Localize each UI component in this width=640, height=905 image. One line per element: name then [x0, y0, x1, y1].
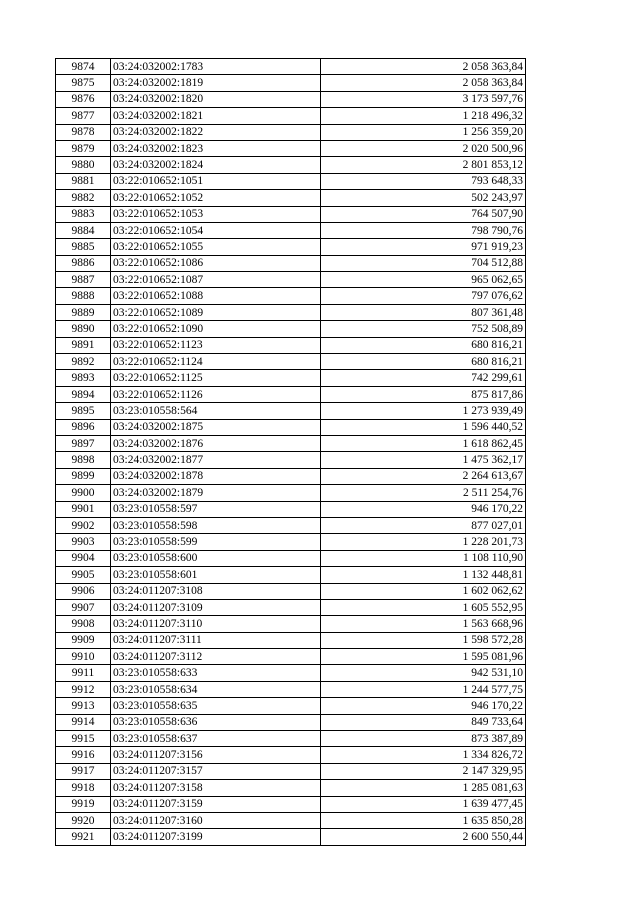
row-number-cell: 9904 [56, 550, 111, 566]
row-number-cell: 9918 [56, 780, 111, 796]
value-cell: 873 387,89 [321, 731, 526, 747]
value-cell: 680 816,21 [321, 354, 526, 370]
row-number-cell: 9884 [56, 222, 111, 238]
value-cell: 798 790,76 [321, 222, 526, 238]
table-row [56, 288, 526, 304]
table-row [56, 304, 526, 320]
table-row [56, 665, 526, 681]
row-number-cell: 9887 [56, 272, 111, 288]
cadastral-number-cell: 03:23:010558:598 [111, 517, 321, 533]
value-cell: 1 285 081,63 [321, 780, 526, 796]
cadastral-number-cell: 03:22:010652:1054 [111, 222, 321, 238]
cadastral-number-cell: 03:24:032002:1877 [111, 452, 321, 468]
table-row [56, 763, 526, 779]
row-number-cell: 9911 [56, 665, 111, 681]
value-cell: 1 132 448,81 [321, 567, 526, 583]
value-cell: 2 020 500,96 [321, 140, 526, 156]
value-cell: 1 563 668,96 [321, 616, 526, 632]
table-row [56, 386, 526, 402]
row-number-cell: 9919 [56, 796, 111, 812]
value-cell: 971 919,23 [321, 239, 526, 255]
table-row [56, 583, 526, 599]
cadastral-number-cell: 03:24:032002:1820 [111, 91, 321, 107]
value-cell: 2 511 254,76 [321, 485, 526, 501]
table-row [56, 239, 526, 255]
row-number-cell: 9909 [56, 632, 111, 648]
row-number-cell: 9917 [56, 763, 111, 779]
table-row [56, 501, 526, 517]
value-cell: 849 733,64 [321, 714, 526, 730]
value-cell: 877 027,01 [321, 517, 526, 533]
cadastral-number-cell: 03:24:011207:3160 [111, 812, 321, 828]
row-number-cell: 9913 [56, 698, 111, 714]
cadastral-number-cell: 03:24:011207:3199 [111, 829, 321, 845]
cadastral-number-cell: 03:23:010558:634 [111, 681, 321, 697]
table-row [56, 435, 526, 451]
row-number-cell: 9902 [56, 517, 111, 533]
cadastral-number-cell: 03:22:010652:1086 [111, 255, 321, 271]
cadastral-number-cell: 03:22:010652:1088 [111, 288, 321, 304]
table-row [56, 780, 526, 796]
table-row [56, 419, 526, 435]
row-number-cell: 9895 [56, 403, 111, 419]
cadastral-number-cell: 03:22:010652:1055 [111, 239, 321, 255]
row-number-cell: 9920 [56, 812, 111, 828]
table-row [56, 468, 526, 484]
value-cell: 2 600 550,44 [321, 829, 526, 845]
table-row [56, 517, 526, 533]
table-row [56, 599, 526, 615]
cadastral-number-cell: 03:22:010652:1053 [111, 206, 321, 222]
row-number-cell: 9916 [56, 747, 111, 763]
table-row [56, 75, 526, 91]
cadastral-number-cell: 03:24:032002:1879 [111, 485, 321, 501]
cadastral-number-cell: 03:23:010558:597 [111, 501, 321, 517]
value-cell: 965 062,65 [321, 272, 526, 288]
table-row [56, 829, 526, 845]
table-row [56, 370, 526, 386]
table-row [56, 812, 526, 828]
row-number-cell: 9879 [56, 140, 111, 156]
value-cell: 2 058 363,84 [321, 59, 526, 75]
cadastral-number-cell: 03:23:010558:601 [111, 567, 321, 583]
table-row [56, 403, 526, 419]
value-cell: 797 076,62 [321, 288, 526, 304]
value-cell: 752 508,89 [321, 321, 526, 337]
cadastral-number-cell: 03:23:010558:636 [111, 714, 321, 730]
row-number-cell: 9886 [56, 255, 111, 271]
table-row [56, 731, 526, 747]
cadastral-number-cell: 03:24:011207:3112 [111, 649, 321, 665]
table-row [56, 321, 526, 337]
table-row [56, 632, 526, 648]
row-number-cell: 9891 [56, 337, 111, 353]
value-cell: 1 218 496,32 [321, 108, 526, 124]
table-row [56, 714, 526, 730]
row-number-cell: 9908 [56, 616, 111, 632]
row-number-cell: 9896 [56, 419, 111, 435]
cadastral-number-cell: 03:24:011207:3157 [111, 763, 321, 779]
value-cell: 1 639 477,45 [321, 796, 526, 812]
row-number-cell: 9905 [56, 567, 111, 583]
row-number-cell: 9897 [56, 435, 111, 451]
value-cell: 1 334 826,72 [321, 747, 526, 763]
value-cell: 680 816,21 [321, 337, 526, 353]
cadastral-number-cell: 03:24:032002:1824 [111, 157, 321, 173]
cadastral-number-cell: 03:24:011207:3158 [111, 780, 321, 796]
cadastral-number-cell: 03:23:010558:564 [111, 403, 321, 419]
value-cell: 1 228 201,73 [321, 534, 526, 550]
value-cell: 1 475 362,17 [321, 452, 526, 468]
value-cell: 1 273 939,49 [321, 403, 526, 419]
value-cell: 2 264 613,67 [321, 468, 526, 484]
value-cell: 1 602 062,62 [321, 583, 526, 599]
table-row [56, 255, 526, 271]
row-number-cell: 9892 [56, 354, 111, 370]
value-cell: 946 170,22 [321, 698, 526, 714]
value-cell: 946 170,22 [321, 501, 526, 517]
cadastral-number-cell: 03:24:032002:1819 [111, 75, 321, 91]
row-number-cell: 9898 [56, 452, 111, 468]
row-number-cell: 9914 [56, 714, 111, 730]
row-number-cell: 9882 [56, 190, 111, 206]
value-cell: 1 618 862,45 [321, 435, 526, 451]
table-row [56, 124, 526, 140]
cadastral-number-cell: 03:24:032002:1876 [111, 435, 321, 451]
value-cell: 1 605 552,95 [321, 599, 526, 615]
cadastral-number-cell: 03:24:032002:1878 [111, 468, 321, 484]
cadastral-number-cell: 03:23:010558:637 [111, 731, 321, 747]
row-number-cell: 9874 [56, 59, 111, 75]
cadastral-number-cell: 03:23:010558:600 [111, 550, 321, 566]
value-cell: 2 147 329,95 [321, 763, 526, 779]
row-number-cell: 9921 [56, 829, 111, 845]
value-cell: 1 635 850,28 [321, 812, 526, 828]
table-row [56, 59, 526, 75]
cadastral-number-cell: 03:24:011207:3159 [111, 796, 321, 812]
cadastral-number-cell: 03:24:011207:3111 [111, 632, 321, 648]
row-number-cell: 9877 [56, 108, 111, 124]
cadastral-number-cell: 03:22:010652:1126 [111, 386, 321, 402]
table-row [56, 649, 526, 665]
cadastral-number-cell: 03:23:010558:599 [111, 534, 321, 550]
cadastral-number-cell: 03:22:010652:1087 [111, 272, 321, 288]
cadastral-number-cell: 03:22:010652:1124 [111, 354, 321, 370]
cadastral-number-cell: 03:24:011207:3110 [111, 616, 321, 632]
value-cell: 764 507,90 [321, 206, 526, 222]
cadastral-number-cell: 03:22:010652:1125 [111, 370, 321, 386]
table-row [56, 747, 526, 763]
row-number-cell: 9881 [56, 173, 111, 189]
table-row [56, 337, 526, 353]
table-row [56, 190, 526, 206]
row-number-cell: 9910 [56, 649, 111, 665]
row-number-cell: 9901 [56, 501, 111, 517]
table-row [56, 681, 526, 697]
table-row [56, 616, 526, 632]
cadastral-number-cell: 03:22:010652:1090 [111, 321, 321, 337]
table-row [56, 272, 526, 288]
value-cell: 875 817,86 [321, 386, 526, 402]
row-number-cell: 9878 [56, 124, 111, 140]
value-cell: 793 648,33 [321, 173, 526, 189]
table-row [56, 796, 526, 812]
value-cell: 1 598 572,28 [321, 632, 526, 648]
table-row [56, 206, 526, 222]
table-row [56, 140, 526, 156]
row-number-cell: 9880 [56, 157, 111, 173]
row-number-cell: 9912 [56, 681, 111, 697]
cadastral-value-table [55, 58, 526, 846]
row-number-cell: 9876 [56, 91, 111, 107]
row-number-cell: 9899 [56, 468, 111, 484]
table-row [56, 485, 526, 501]
value-cell: 502 243,97 [321, 190, 526, 206]
cadastral-number-cell: 03:24:032002:1822 [111, 124, 321, 140]
row-number-cell: 9894 [56, 386, 111, 402]
value-cell: 1 108 110,90 [321, 550, 526, 566]
row-number-cell: 9889 [56, 304, 111, 320]
value-cell: 1 596 440,52 [321, 419, 526, 435]
row-number-cell: 9888 [56, 288, 111, 304]
table-row [56, 567, 526, 583]
value-cell: 704 512,88 [321, 255, 526, 271]
table-row [56, 173, 526, 189]
table-row [56, 534, 526, 550]
value-cell: 742 299,61 [321, 370, 526, 386]
cadastral-number-cell: 03:22:010652:1052 [111, 190, 321, 206]
value-cell: 1 595 081,96 [321, 649, 526, 665]
row-number-cell: 9890 [56, 321, 111, 337]
table-row [56, 354, 526, 370]
cadastral-number-cell: 03:24:011207:3156 [111, 747, 321, 763]
row-number-cell: 9906 [56, 583, 111, 599]
table-row [56, 222, 526, 238]
row-number-cell: 9903 [56, 534, 111, 550]
value-cell: 807 361,48 [321, 304, 526, 320]
row-number-cell: 9875 [56, 75, 111, 91]
row-number-cell: 9915 [56, 731, 111, 747]
cadastral-number-cell: 03:23:010558:633 [111, 665, 321, 681]
cadastral-number-cell: 03:24:032002:1823 [111, 140, 321, 156]
table-row [56, 550, 526, 566]
table-row [56, 452, 526, 468]
table-row [56, 108, 526, 124]
value-cell: 2 801 853,12 [321, 157, 526, 173]
value-cell: 1 244 577,75 [321, 681, 526, 697]
table-row [56, 91, 526, 107]
value-cell: 1 256 359,20 [321, 124, 526, 140]
table-row [56, 698, 526, 714]
row-number-cell: 9907 [56, 599, 111, 615]
row-number-cell: 9885 [56, 239, 111, 255]
cadastral-number-cell: 03:24:032002:1821 [111, 108, 321, 124]
row-number-cell: 9883 [56, 206, 111, 222]
cadastral-number-cell: 03:24:011207:3109 [111, 599, 321, 615]
cadastral-number-cell: 03:24:032002:1875 [111, 419, 321, 435]
value-cell: 3 173 597,76 [321, 91, 526, 107]
table-row [56, 157, 526, 173]
cadastral-number-cell: 03:23:010558:635 [111, 698, 321, 714]
cadastral-number-cell: 03:22:010652:1123 [111, 337, 321, 353]
value-cell: 942 531,10 [321, 665, 526, 681]
cadastral-number-cell: 03:24:032002:1783 [111, 59, 321, 75]
cadastral-number-cell: 03:24:011207:3108 [111, 583, 321, 599]
row-number-cell: 9893 [56, 370, 111, 386]
cadastral-number-cell: 03:22:010652:1051 [111, 173, 321, 189]
row-number-cell: 9900 [56, 485, 111, 501]
table-body [56, 59, 526, 846]
cadastral-number-cell: 03:22:010652:1089 [111, 304, 321, 320]
value-cell: 2 058 363,84 [321, 75, 526, 91]
